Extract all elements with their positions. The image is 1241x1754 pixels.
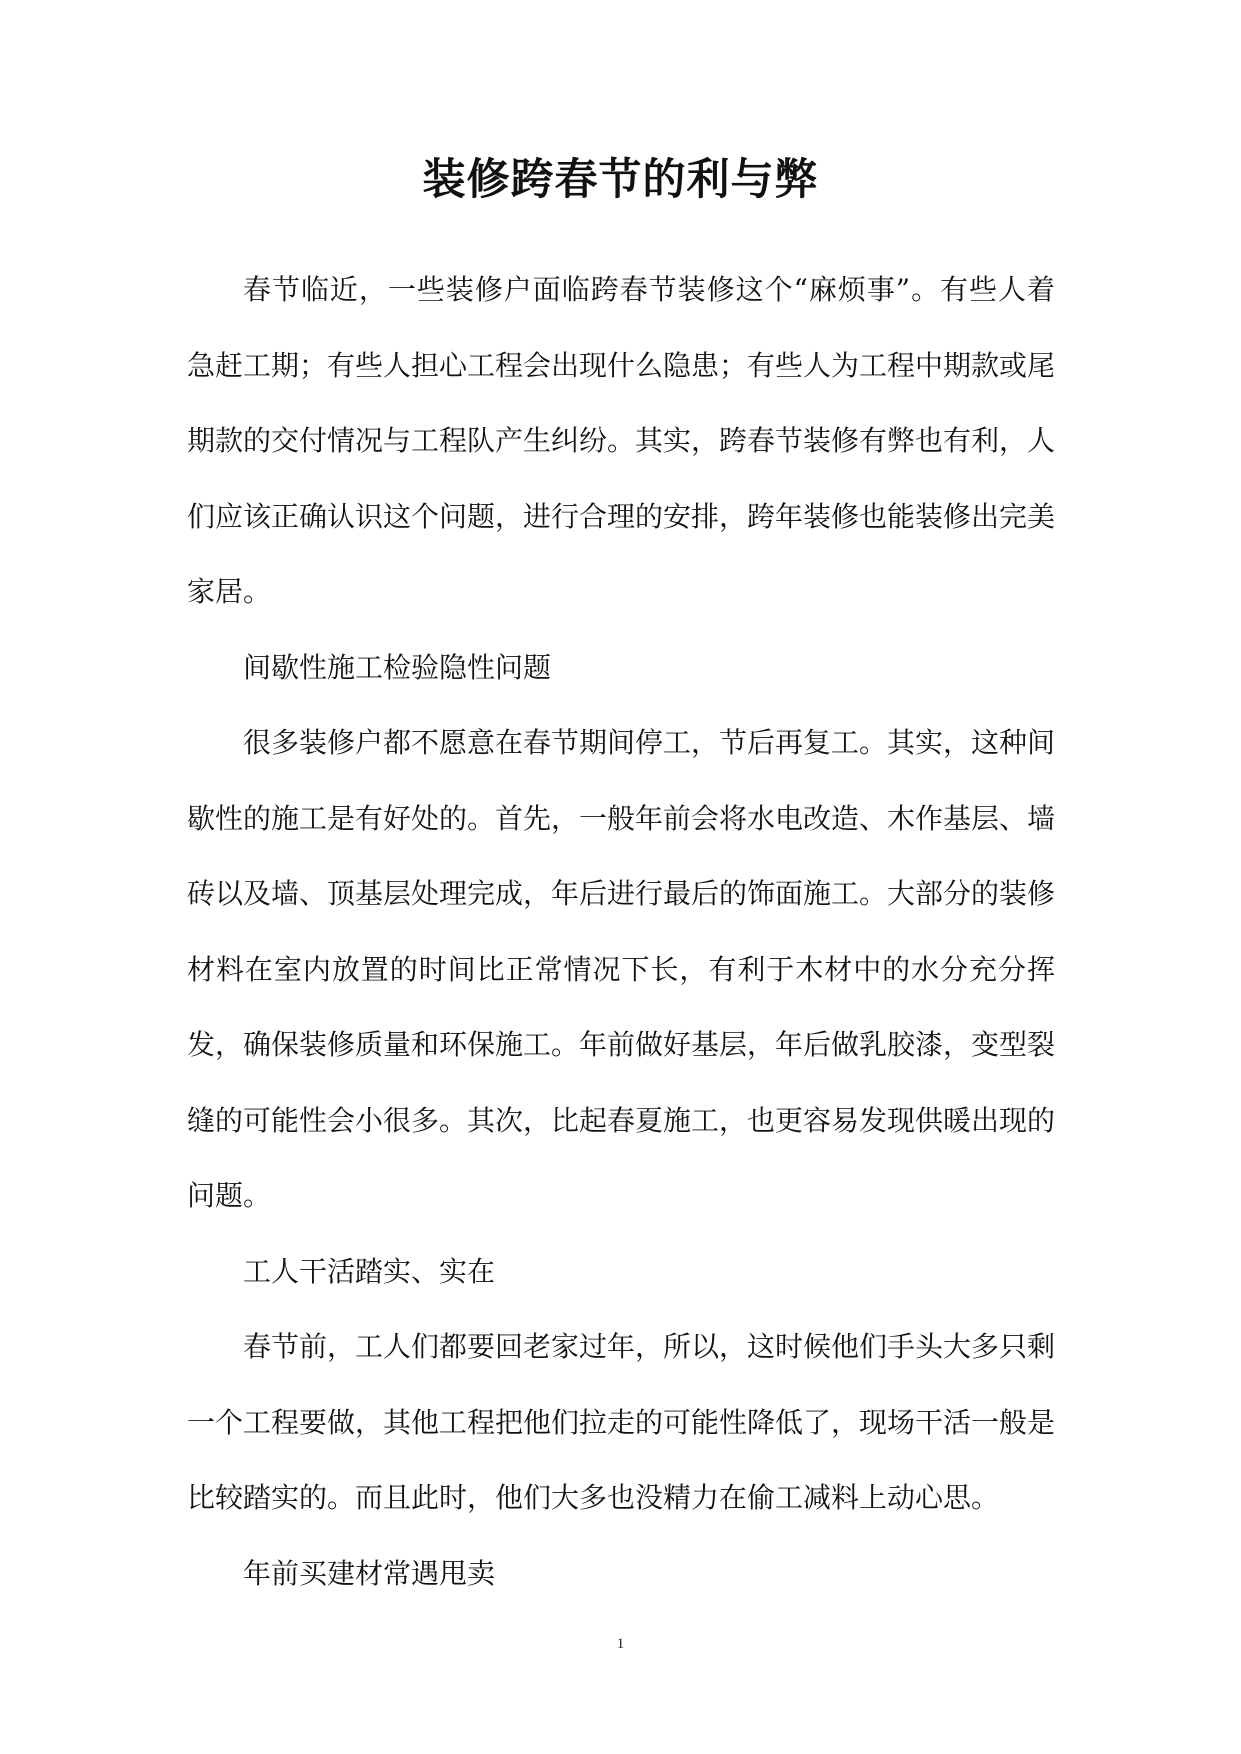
paragraph-workers: 春节前，工人们都要回老家过年，所以，这时候他们手头大多只剩一个工程要做，其他工程把他们拉走的可能性降低了，现场干活一般是比较踏实的。而且此时，他们大多也没精力在偷工减料上动心思。 (187, 1330, 1056, 1514)
section-heading-workers: 工人干活踏实、实在 (243, 1254, 496, 1288)
page-number: 1 (616, 1636, 625, 1652)
document-title: 装修跨春节的利与弊 (422, 155, 819, 205)
paragraph-intermittent-construction: 很多装修户都不愿意在春节期间停工，节后再复工。其实，这种间歇性的施工是有好处的。首先，一般年前会将水电改造、木作基层、墙砖以及墙、顶基层处理完成，年后进行最后的饰面施工。大部分的装修材料在室内放置的时间比正常情况下长，有利于木材中的水分充分挥发，确保装修质量和环保施工。年前做好基层，年后做乳胶漆，变型裂缝的可能性会小很多。其次，比起春夏施工，也更容易发现供暖出现的问题。 (187, 726, 1056, 1212)
section-heading-materials-sale: 年前买建材常遇甩卖 (243, 1556, 496, 1590)
document-body (187, 252, 1055, 1611)
section-heading-intermittent-construction: 间歇性施工检验隐性问题 (243, 650, 552, 684)
paragraph-intro: 春节临近，一些装修户面临跨春节装修这个“麻烦事”。有些人着急赶工期；有些人担心工程会出现什么隐患；有些人为工程中期款或尾期款的交付情况与工程队产生纠纷。其实，跨春节装修有弊也有利，人们应该正确认识这个问题，进行合理的安排，跨年装修也能装修出完美家居。 (187, 273, 1056, 608)
